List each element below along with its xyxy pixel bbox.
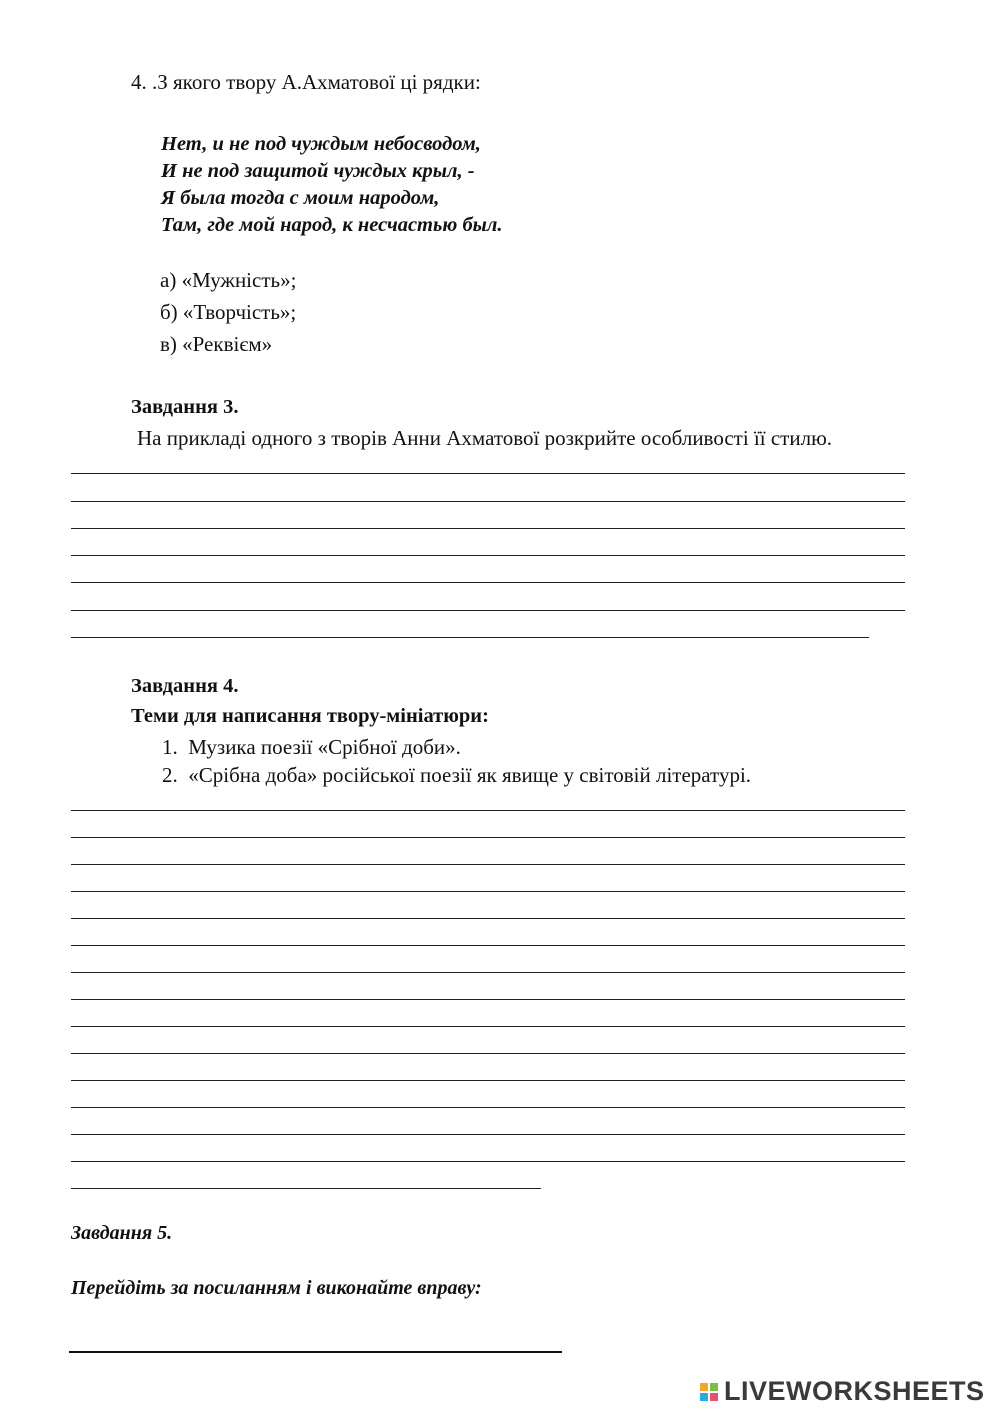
topic-item-1 bbox=[162, 735, 461, 760]
answer-line[interactable] bbox=[71, 1134, 905, 1135]
option-b[interactable]: б) «Творчість»; bbox=[160, 300, 297, 324]
topic-text: «Срібна доба» російської поезії як явище у світовій літературі. bbox=[188, 763, 752, 787]
option-c[interactable]: в) «Реквієм» bbox=[160, 332, 273, 356]
answer-line[interactable] bbox=[71, 473, 905, 474]
task-5-title: Завдання 5. bbox=[71, 1222, 173, 1244]
answer-line[interactable] bbox=[71, 918, 905, 919]
answer-line[interactable] bbox=[71, 501, 905, 502]
poem-line: Нет, и не под чуждым небосводом, bbox=[161, 133, 481, 155]
answer-line[interactable] bbox=[71, 1026, 905, 1027]
answer-line[interactable] bbox=[71, 810, 905, 811]
answer-line[interactable] bbox=[71, 528, 905, 529]
answer-line[interactable] bbox=[71, 1080, 905, 1081]
answer-line[interactable] bbox=[71, 972, 905, 973]
answer-line[interactable] bbox=[71, 891, 905, 892]
answer-line[interactable] bbox=[71, 945, 905, 946]
answer-line[interactable] bbox=[71, 555, 905, 556]
answer-line[interactable] bbox=[71, 1188, 541, 1189]
question-4-label: 4. .З якого твору А.Ахматової ці рядки: bbox=[131, 70, 481, 94]
task-4-title: Завдання 4. bbox=[131, 675, 239, 697]
liveworksheets-logo-icon bbox=[700, 1383, 718, 1401]
answer-line[interactable] bbox=[71, 1053, 905, 1054]
topic-number: 1. bbox=[162, 735, 178, 759]
answer-line[interactable] bbox=[71, 999, 905, 1000]
answer-line[interactable] bbox=[71, 637, 869, 638]
topic-item-2 bbox=[162, 763, 751, 788]
task-4-subtitle: Теми для написання твору-мініатюри: bbox=[131, 705, 489, 727]
task-5-text: Перейдіть за посиланням і виконайте вправу: bbox=[71, 1277, 482, 1299]
task-3-text: На прикладі одного з творів Анни Ахматової розкрийте особливості її стилю. bbox=[137, 426, 833, 450]
answer-line[interactable] bbox=[71, 864, 905, 865]
option-a[interactable]: а) «Мужність»; bbox=[160, 268, 297, 292]
topic-text: Музика поезії «Срібної доби». bbox=[188, 735, 461, 759]
poem-block bbox=[161, 131, 503, 239]
poem-line: Я была тогда с моим народом, bbox=[161, 187, 440, 209]
answer-line[interactable] bbox=[71, 1107, 905, 1108]
answer-line[interactable] bbox=[71, 1161, 905, 1162]
task-3-title: Завдання 3. bbox=[131, 396, 239, 418]
answer-line[interactable] bbox=[71, 837, 905, 838]
answer-line[interactable] bbox=[71, 582, 905, 583]
liveworksheets-brand bbox=[700, 1376, 985, 1407]
topic-number: 2. bbox=[162, 763, 178, 787]
brand-name: LIVEWORKSHEETS bbox=[724, 1376, 985, 1406]
link-answer-line[interactable] bbox=[69, 1351, 562, 1353]
poem-line: Там, где мой народ, к несчастью был. bbox=[161, 214, 503, 236]
poem-line: И не под защитой чуждых крыл, - bbox=[161, 160, 475, 182]
answer-line[interactable] bbox=[71, 610, 905, 611]
